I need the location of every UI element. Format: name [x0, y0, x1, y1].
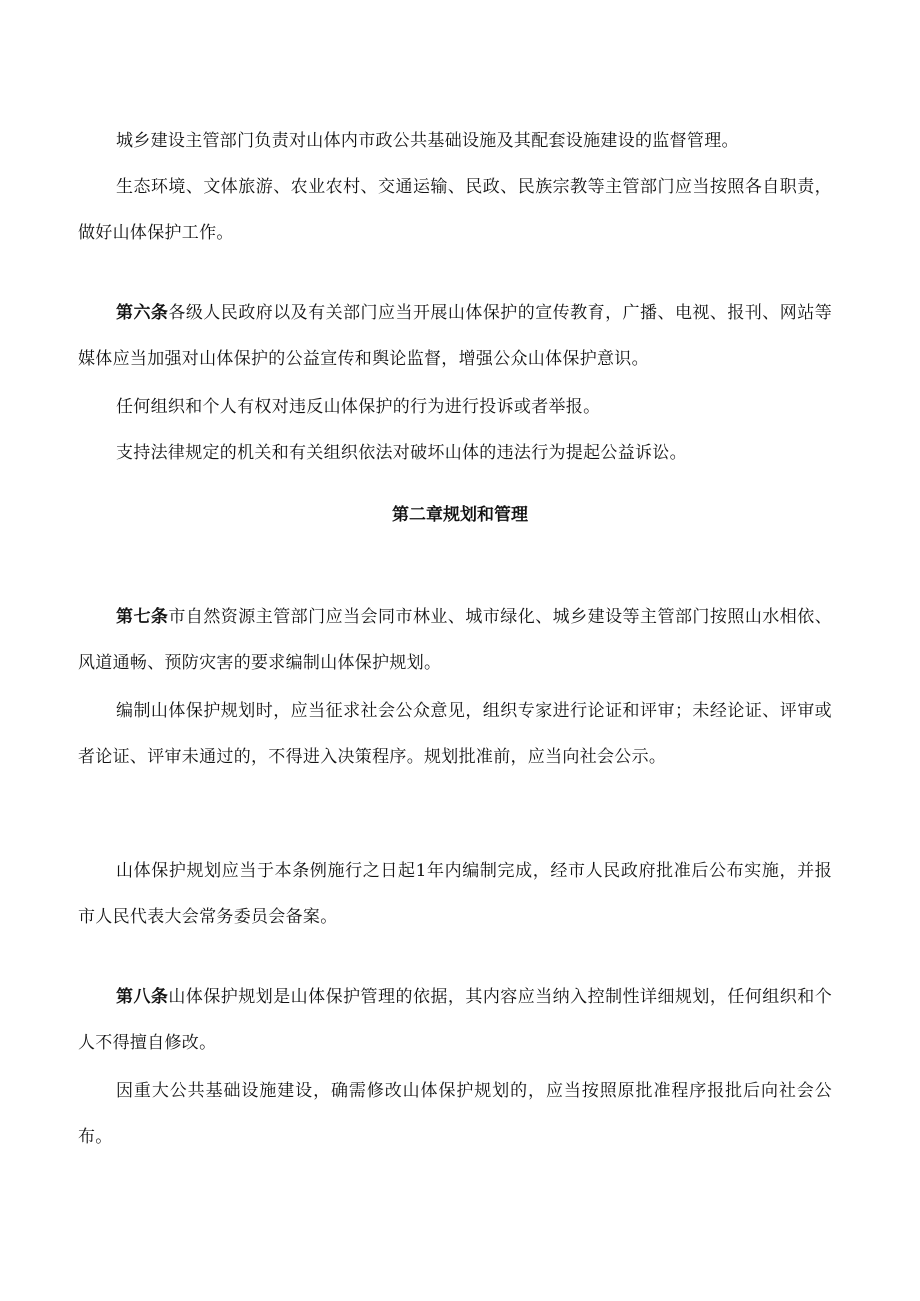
article-label: 第八条: [116, 987, 169, 1007]
paragraph-department-duties: [78, 164, 832, 256]
paragraph-text: 支持法律规定的机关和有关组织依法对破坏山体的违法行为提起公益诉讼。: [116, 443, 687, 463]
paragraph-plan-modification: [78, 1068, 832, 1160]
paragraph-public-interest-litigation: [78, 430, 832, 476]
paragraph-text: 编制山体保护规划时，应当征求社会公众意见，组织专家进行论证和评审；未经论证、评审或者论证、评审未通过的，不得进入决策程序。规划批准前，应当向社会公示。: [78, 701, 832, 767]
paragraph-text: 市自然资源主管部门应当会同市林业、城市绿化、城乡建设等主管部门按照山水相依、风道通畅、预防灾害的要求编制山体保护规划。: [78, 607, 832, 673]
article-6: [78, 290, 832, 382]
article-label: 第七条: [116, 607, 169, 627]
paragraph-plan-deadline: [78, 848, 832, 940]
paragraph-text: 各级人民政府以及有关部门应当开展山体保护的宣传教育，广播、电视、报刊、网站等媒体应当加强对山体保护的公益宣传和舆论监督，增强公众山体保护意识。: [78, 303, 832, 369]
paragraph-text: 任何组织和个人有权对违反山体保护的行为进行投诉或者举报。: [116, 397, 601, 417]
chapter-heading: 第二章规划和管理: [392, 505, 528, 525]
article-7: [78, 594, 832, 686]
paragraph-complaint-rights: [78, 384, 832, 430]
paragraph-text: 生态环境、文体旅游、农业农村、交通运输、民政、民族宗教等主管部门应当按照各自职责，做好山体保护工作。: [78, 177, 832, 243]
paragraph-text: 山体保护规划应当于本条例施行之日起1年内编制完成，经市人民政府批准后公布实施，并报市人民代表大会常务委员会备案。: [78, 861, 832, 927]
article-8: [78, 974, 832, 1066]
paragraph-text: 因重大公共基础设施建设，确需修改山体保护规划的，应当按照原批准程序报批后向社会公布。: [78, 1081, 832, 1147]
paragraph-text: 山体保护规划是山体保护管理的依据，其内容应当纳入控制性详细规划，任何组织和个人不得擅自修改。: [78, 987, 832, 1053]
paragraph-urban-construction: [78, 118, 832, 164]
paragraph-plan-consultation: [78, 688, 832, 780]
article-label: 第六条: [116, 303, 169, 323]
paragraph-text: 城乡建设主管部门负责对山体内市政公共基础设施及其配套设施建设的监督管理。: [116, 131, 739, 151]
